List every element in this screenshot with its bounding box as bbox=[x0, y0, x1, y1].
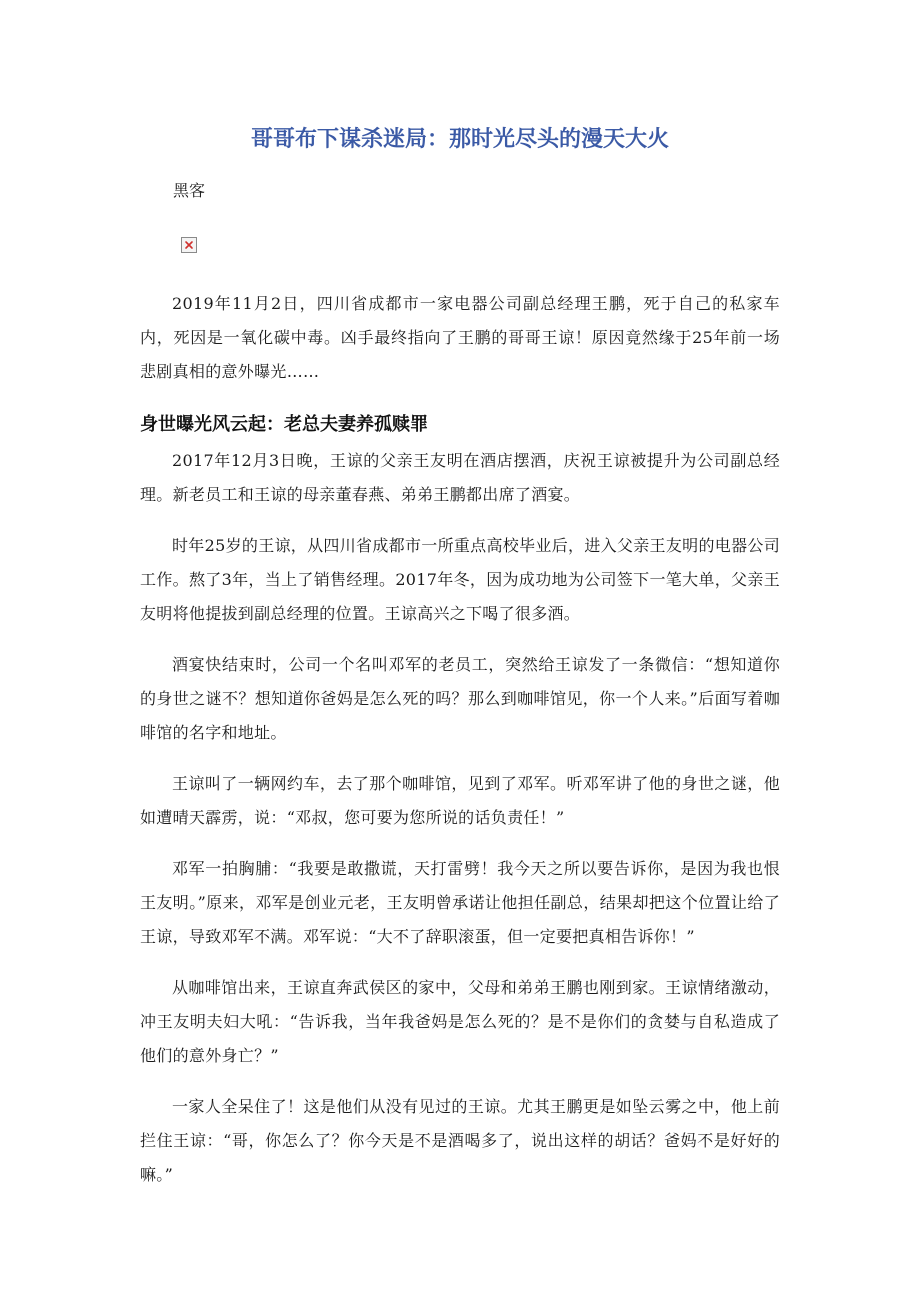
article-author: 黑客 bbox=[173, 181, 206, 200]
body-paragraph: 一家人全呆住了！这是他们从没有见过的王谅。尤其王鹏更是如坠云雾之中，他上前拦住王谅：“哥，你怎么了？你今天是不是酒喝多了，说出这样的胡话？爸妈不是好好的嘛。” bbox=[140, 1097, 780, 1184]
body-paragraph: 2017年12月3日晚，王谅的父亲王友明在酒店摆酒，庆祝王谅被提升为公司副总经理。新老员工和王谅的母亲董春燕、弟弟王鹏都出席了酒宴。 bbox=[140, 451, 780, 504]
body-paragraph: 时年25岁的王谅，从四川省成都市一所重点高校毕业后，进入父亲王友明的电器公司工作。熬了3年，当上了销售经理。2017年冬，因为成功地为公司签下一笔大单，父亲王友明将他提拔到副总经理的位置。王谅高兴之下喝了很多酒。 bbox=[140, 536, 780, 623]
article-title: 哥哥布下谋杀迷局：那时光尽头的漫天大火 bbox=[250, 127, 669, 152]
body-paragraph: 酒宴快结束时，公司一个名叫邓军的老员工，突然给王谅发了一条微信：“想知道你的身世之谜不？想知道你爸妈是怎么死的吗？那么到咖啡馆见，你一个人来。”后面写着咖啡馆的名字和地址。 bbox=[140, 655, 780, 742]
body-paragraph: 从咖啡馆出来，王谅直奔武侯区的家中，父母和弟弟王鹏也刚到家。王谅情绪激动，冲王友明夫妇大吼：“告诉我，当年我爸妈是怎么死的？是不是你们的贪婪与自私造成了他们的意外身亡？” bbox=[140, 978, 780, 1065]
article-body bbox=[140, 287, 780, 1209]
body-paragraph: 王谅叫了一辆网约车，去了那个咖啡馆，见到了邓军。听邓军讲了他的身世之谜，他如遭晴天霹雳，说：“邓叔，您可要为您所说的话负责任！” bbox=[140, 774, 780, 827]
section-heading: 身世曝光风云起：老总夫妻养孤赎罪 bbox=[140, 414, 428, 435]
body-paragraph: 邓军一拍胸脯：“我要是敢撒谎，天打雷劈！我今天之所以要告诉你，是因为我也恨王友明。”原来，邓军是创业元老，王友明曾承诺让他担任副总，结果却把这个位置让给了王谅，导致邓军不满。邓军说：“大不了辞职滚蛋，但一定要把真相告诉你！” bbox=[140, 859, 780, 946]
broken-image-icon bbox=[181, 237, 197, 253]
intro-paragraph: 2019年11月2日，四川省成都市一家电器公司副总经理王鹏，死于自己的私家车内，死因是一氧化碳中毒。凶手最终指向了王鹏的哥哥王谅！原因竟然缘于25年前一场悲剧真相的意外曝光…… bbox=[140, 294, 780, 381]
